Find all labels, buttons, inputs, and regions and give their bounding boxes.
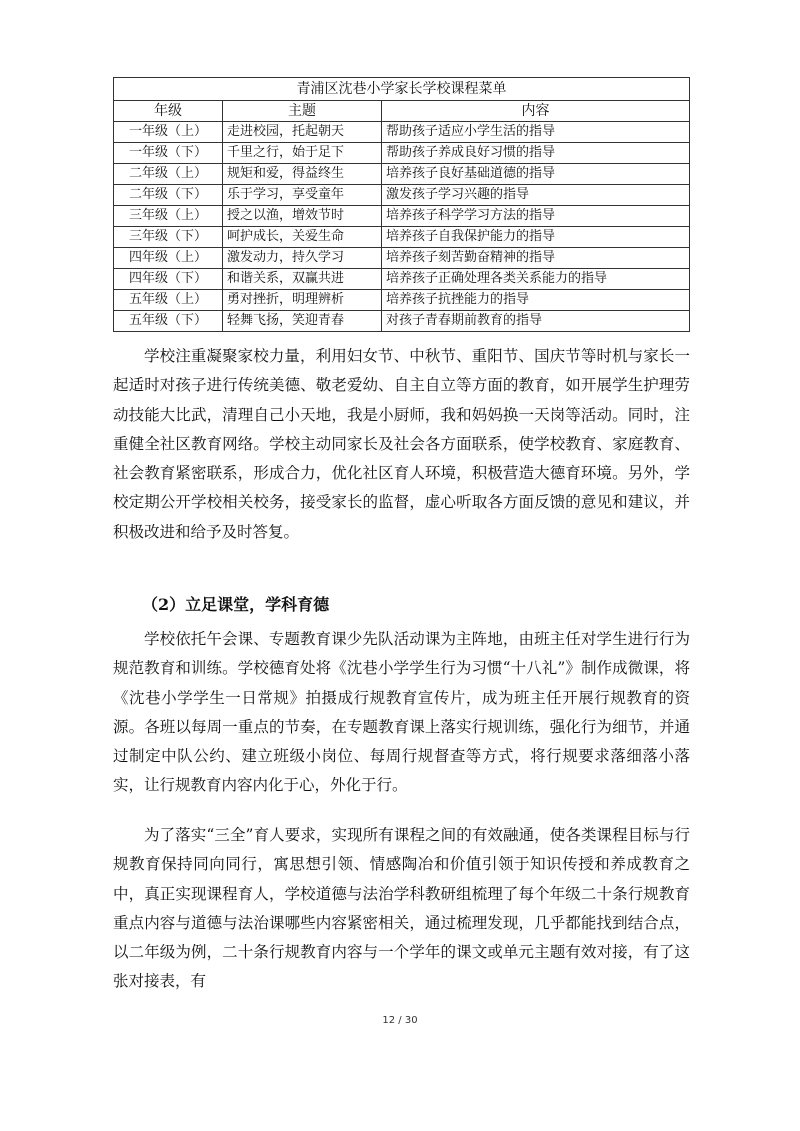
cell-theme: 激发动力，持久学习	[223, 248, 382, 269]
cell-content: 激发孩子学习兴趣的指导	[382, 185, 690, 206]
paragraph-classroom: 学校依托午会课、专题教育课少先队活动课为主阵地，由班主任对学生进行行为规范教育和训练。学校德育处将《沈巷小学学生行为习惯“十八礼”》制作成微课，将《沈巷小学学生一日常规》拍摄成行规教育宣传片，成为班主任开展行规教育的资源。各班以每周一重点的节奏，在专题教育课上落实行规训练，强化行为细节，并通过制定中队公约、建立班级小岗位、每周行规督查等方式，将行规要求落细落小落实，让行规教育内容内化于心，外化于行。	[113, 630, 690, 795]
cell-theme: 千里之行，始于足下	[223, 143, 382, 164]
header-grade: 年级	[114, 101, 223, 122]
header-content: 内容	[382, 101, 690, 122]
table-row	[114, 290, 690, 311]
cell-theme: 乐于学习，享受童年	[223, 185, 382, 206]
cell-content: 培养孩子科学学习方法的指导	[382, 206, 690, 227]
table-row	[114, 206, 690, 227]
cell-grade: 二年级（下）	[114, 185, 223, 206]
cell-grade: 三年级（上）	[114, 206, 223, 227]
table-row	[114, 227, 690, 248]
table-title: 青浦区沈巷小学家长学校课程菜单	[114, 78, 690, 101]
cell-theme: 走进校园，托起朝天	[223, 122, 382, 143]
table-row	[114, 248, 690, 269]
cell-content: 帮助孩子养成良好习惯的指导	[382, 143, 690, 164]
cell-content: 培养孩子良好基础道德的指导	[382, 164, 690, 185]
cell-grade: 五年级（上）	[114, 290, 223, 311]
cell-content: 帮助孩子适应小学生活的指导	[382, 122, 690, 143]
table-row	[114, 164, 690, 185]
table-body	[114, 122, 690, 332]
table-row	[114, 311, 690, 332]
cell-grade: 四年级（上）	[114, 248, 223, 269]
cell-theme: 呵护成长，关爱生命	[223, 227, 382, 248]
cell-grade: 一年级（下）	[114, 143, 223, 164]
paragraph-home-school: 学校注重凝聚家校力量，利用妇女节、中秋节、重阳节、国庆节等时机与家长一起适时对孩子进行传统美德、敬老爱幼、自主自立等方面的教育，如开展学生护理劳动技能大比武，清理自己小天地，我是小厨师，我和妈妈换一天岗等活动。同时，注重健全社区教育网络。学校主动同家长及社会各方面联系，使学校教育、家庭教育、社会教育紧密联系，形成合力，优化社区育人环境，积极营造大德育环境。另外，学校定期公开学校相关校务，接受家长的监督，虚心听取各方面反馈的意见和建议，并积极改进和给予及时答复。	[113, 347, 690, 541]
section-heading: （2）立足课堂，学科育德	[142, 595, 330, 614]
cell-content: 培养孩子抗挫能力的指导	[382, 290, 690, 311]
cell-grade: 三年级（下）	[114, 227, 223, 248]
table-header-row	[114, 101, 690, 122]
cell-grade: 四年级（下）	[114, 269, 223, 290]
cell-theme: 轻舞飞扬，笑迎青春	[223, 311, 382, 332]
cell-content: 培养孩子正确处理各类关系能力的指导	[382, 269, 690, 290]
table-row	[114, 122, 690, 143]
cell-content: 培养孩子刻苦勤奋精神的指导	[382, 248, 690, 269]
paragraph-curriculum: 为了落实“三全”育人要求，实现所有课程之间的有效融通，使各类课程目标与行规教育保持同向同行，寓思想引领、情感陶冶和价值引领于知识传授和养成教育之中，真正实现课程育人，学校道德与法治学科教研组梳理了每个年级二十条行规教育重点内容与道德与法治课哪些内容紧密相关，通过梳理发现，几乎都能找到结合点，以二年级为例，二十条行规教育内容与一个学年的课文或单元主题有效对接，有了这张对接表，有	[113, 826, 690, 991]
cell-theme: 勇对挫折，明理辨析	[223, 290, 382, 311]
page-number: 12 / 30	[382, 1015, 418, 1026]
cell-content: 对孩子青春期前教育的指导	[382, 311, 690, 332]
table-row	[114, 143, 690, 164]
cell-grade: 一年级（上）	[114, 122, 223, 143]
cell-grade: 二年级（上）	[114, 164, 223, 185]
course-menu-table	[113, 77, 690, 332]
header-theme: 主题	[223, 101, 382, 122]
table-row	[114, 185, 690, 206]
table-row	[114, 269, 690, 290]
cell-theme: 规矩和爱，得益终生	[223, 164, 382, 185]
cell-grade: 五年级（下）	[114, 311, 223, 332]
cell-theme: 授之以渔，增效节时	[223, 206, 382, 227]
cell-content: 培养孩子自我保护能力的指导	[382, 227, 690, 248]
cell-theme: 和谐关系，双赢共进	[223, 269, 382, 290]
